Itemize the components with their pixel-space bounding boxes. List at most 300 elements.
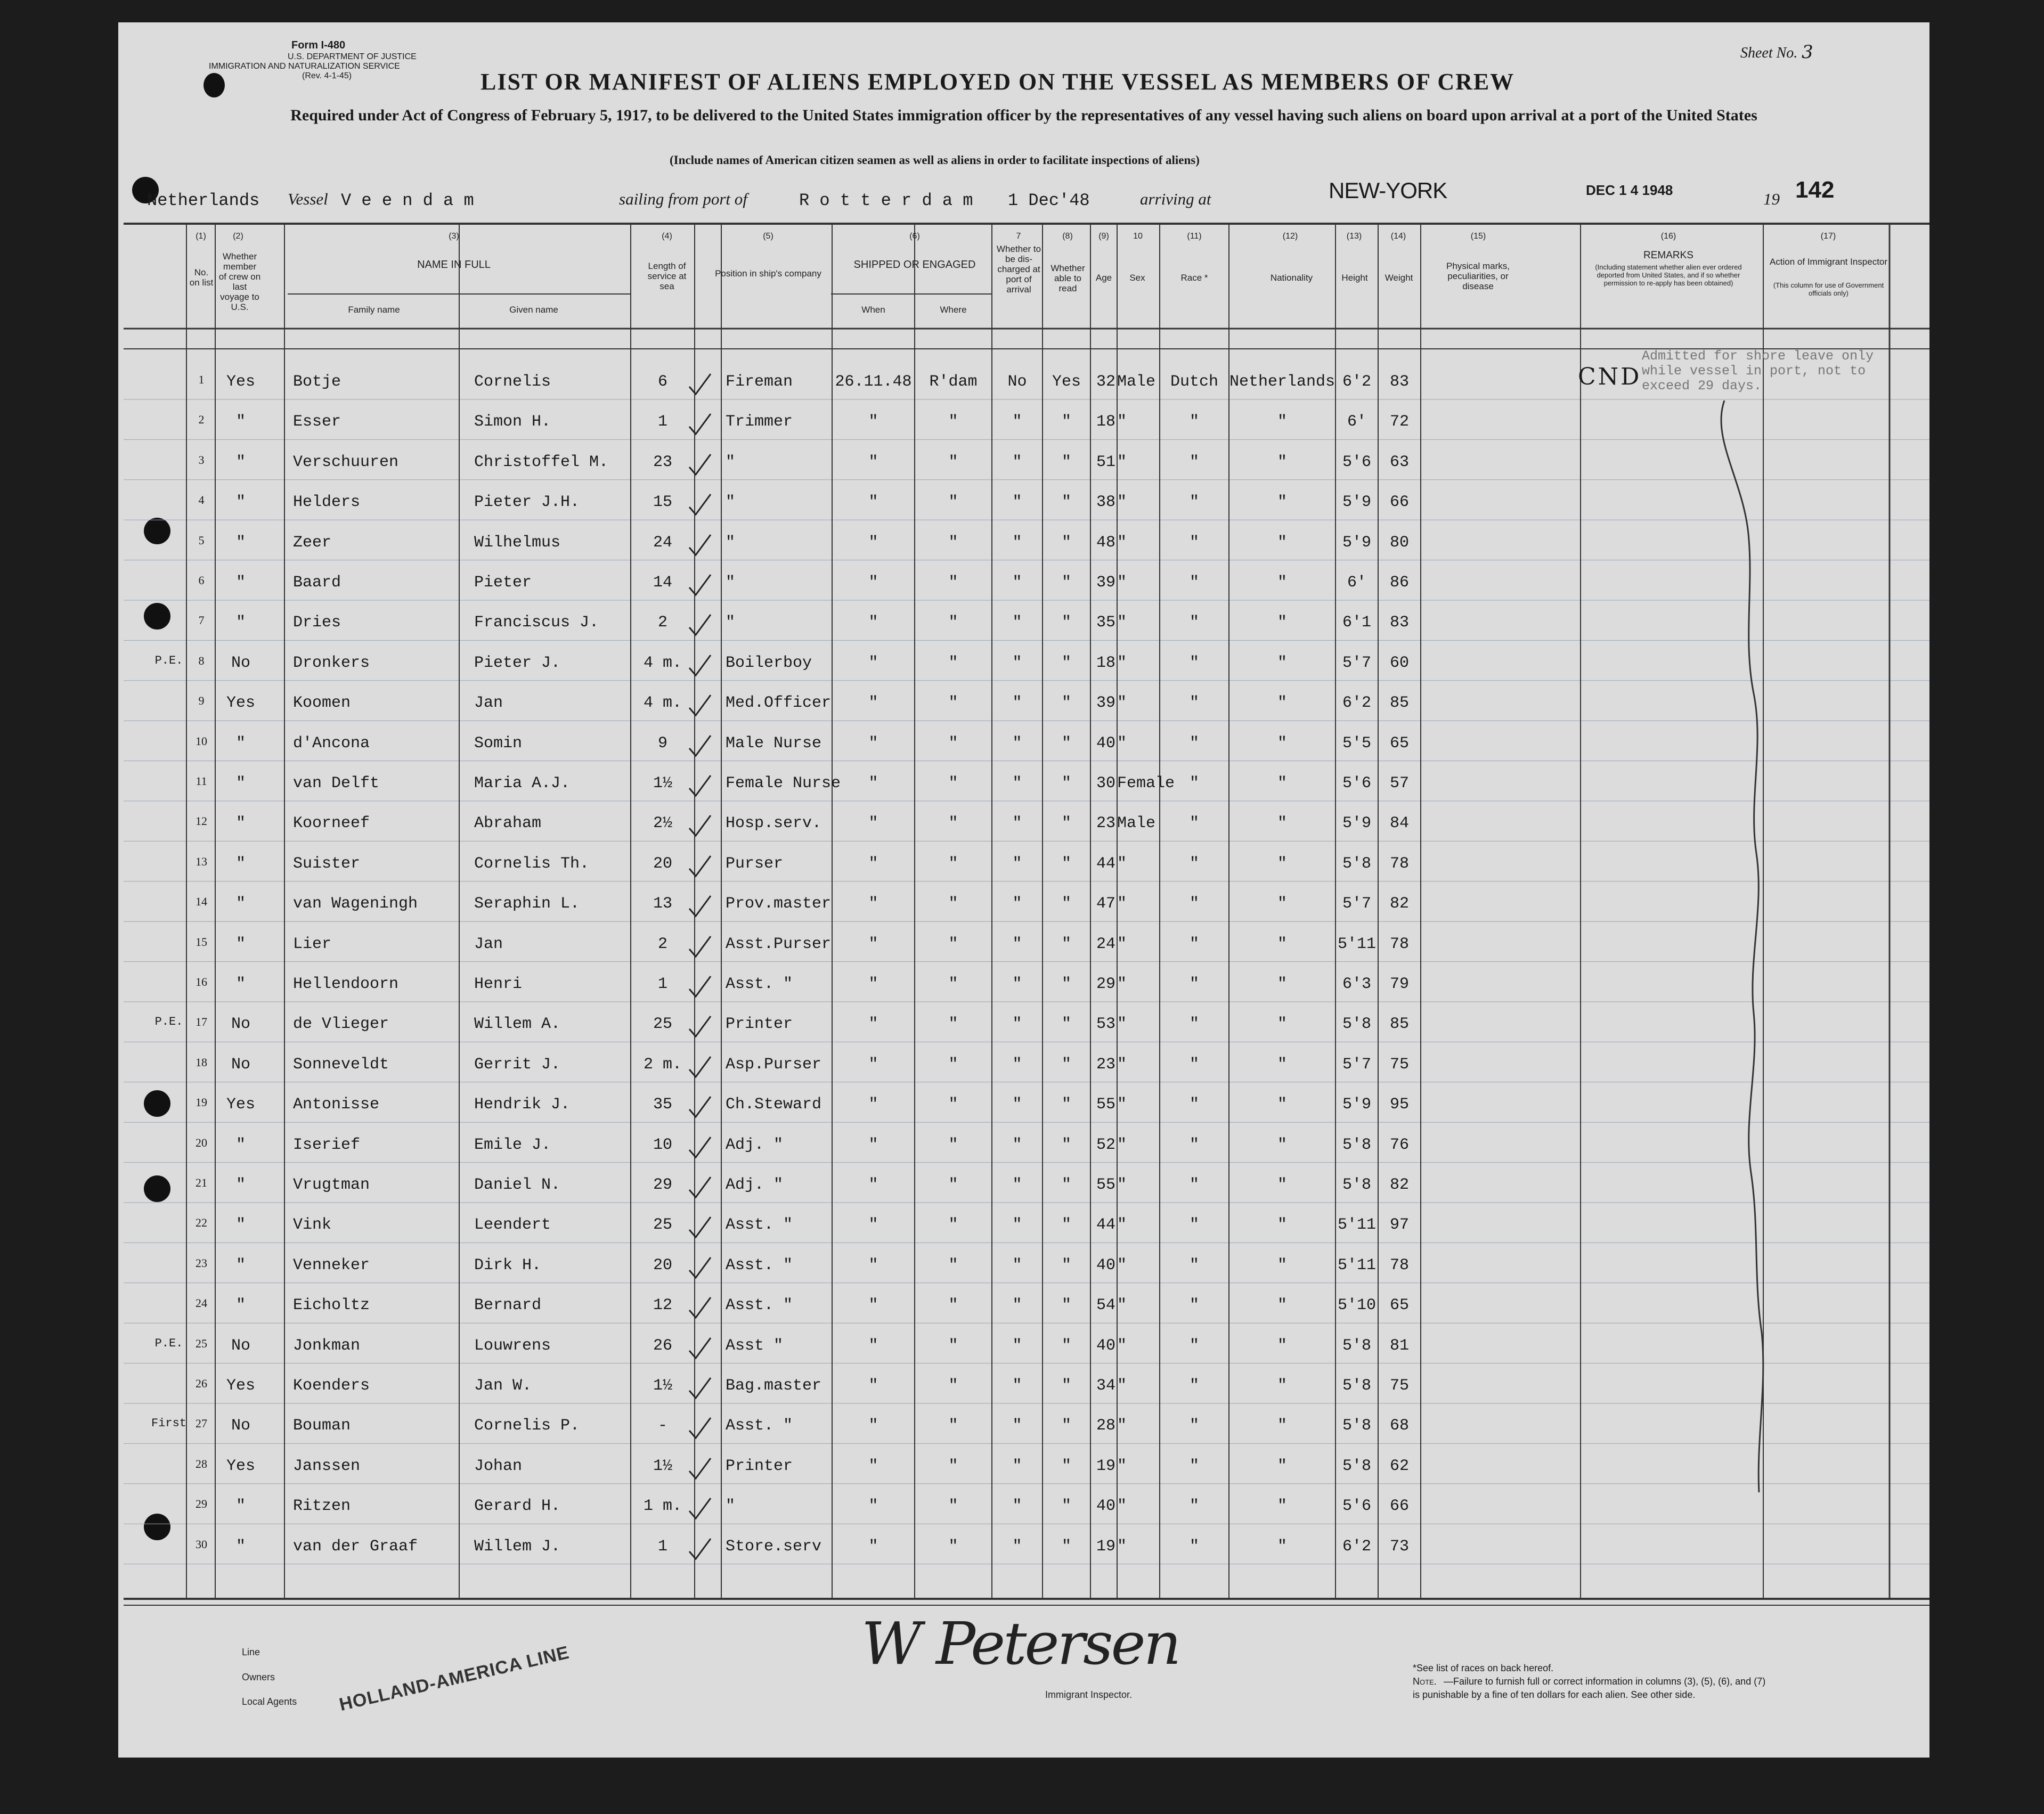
cell-race: Dutch — [1170, 373, 1218, 391]
cell-weight: 60 — [1389, 653, 1409, 672]
cell-sex: " — [1117, 1417, 1127, 1435]
cell-crew: Yes — [226, 694, 255, 713]
cell-service: 4 m. — [643, 653, 682, 672]
remarks-code: CND — [1578, 363, 1642, 390]
cell-service: 1½ — [653, 1377, 672, 1395]
cell-position: " — [726, 533, 736, 552]
cell-sex: " — [1117, 1336, 1127, 1355]
cell-disch: " — [1012, 1417, 1022, 1435]
cell-given: Seraphin L. — [474, 895, 580, 913]
col-given-name-header: Given name — [509, 305, 558, 315]
cell-sex: " — [1117, 895, 1127, 913]
cell-read: " — [1061, 574, 1071, 592]
cell-service: 10 — [653, 1135, 672, 1154]
page-number: 142 — [1795, 177, 1835, 203]
cell-family: Eicholtz — [293, 1296, 370, 1315]
col-6-number: (6) — [909, 232, 920, 241]
cell-position: Asst.Purser — [726, 935, 832, 953]
cell-family: Vrugtman — [293, 1176, 370, 1194]
cell-service: 25 — [653, 1216, 672, 1235]
cell-sex: " — [1117, 413, 1127, 431]
cell-read: " — [1061, 1216, 1071, 1235]
cell-read: " — [1061, 774, 1071, 792]
cell-when: " — [868, 453, 878, 471]
check-mark-icon — [687, 1415, 719, 1441]
cell-nat: " — [1277, 895, 1287, 913]
check-mark-icon — [687, 853, 719, 879]
cell-no: 13 — [196, 854, 207, 868]
cell-service: 1½ — [653, 774, 672, 792]
footer-owners-label: Owners — [242, 1672, 275, 1682]
cell-age: 44 — [1096, 1216, 1115, 1235]
cell-no: 28 — [196, 1457, 207, 1470]
cell-when: " — [868, 1055, 878, 1074]
cell-weight: 78 — [1389, 854, 1409, 873]
cell-height: 5'6 — [1342, 453, 1371, 471]
cell-when: " — [868, 1497, 878, 1516]
cell-disch: " — [1012, 814, 1022, 833]
cell-when: " — [868, 653, 878, 672]
cell-crew: " — [235, 614, 246, 632]
cell-read: " — [1061, 453, 1071, 471]
cell-family: Antonisse — [293, 1096, 380, 1114]
cell-height: 5'9 — [1342, 533, 1371, 552]
cell-read: " — [1061, 653, 1071, 672]
cell-read: Yes — [1052, 373, 1081, 391]
cell-pe: P.E. — [154, 1336, 183, 1350]
cell-nat: " — [1277, 1176, 1287, 1194]
cell-height: 5'11 — [1337, 935, 1376, 953]
cell-no: 2 — [198, 413, 205, 427]
col-read-header: Whether able to read — [1050, 263, 1085, 293]
cell-family: Vink — [293, 1216, 332, 1235]
page-subtitle: Required under Act of Congress of February 5, 1917, to be delivered to the United States immigration officer by the representatives of any vessel having such aliens on board upon arrival at a port of the United States — [290, 107, 1757, 124]
cell-where: " — [948, 453, 958, 471]
cell-disch: " — [1012, 935, 1022, 953]
check-mark-icon — [687, 491, 719, 518]
cell-position: Female Nurse — [726, 774, 841, 792]
cell-when: 26.11.48 — [835, 373, 912, 391]
check-mark-icon — [687, 1254, 719, 1281]
col-14-number: (14) — [1390, 232, 1406, 241]
cell-family: d'Ancona — [293, 734, 370, 753]
cell-height: 5'8 — [1342, 1015, 1371, 1034]
col-17-number: (17) — [1820, 232, 1836, 241]
cell-when: " — [868, 1336, 878, 1355]
cell-sex: " — [1117, 975, 1127, 993]
cell-race: " — [1189, 1457, 1199, 1475]
cell-where: " — [948, 533, 958, 552]
footer-note-label: Note. — [1413, 1676, 1437, 1687]
cell-age: 40 — [1096, 1336, 1115, 1355]
check-mark-icon — [687, 652, 719, 679]
cell-age: 34 — [1096, 1377, 1115, 1395]
cell-weight: 84 — [1389, 814, 1409, 833]
cell-nat: " — [1277, 533, 1287, 552]
cell-weight: 80 — [1389, 533, 1409, 552]
cell-read: " — [1061, 614, 1071, 632]
cell-when: " — [868, 854, 878, 873]
cell-no: 29 — [196, 1497, 207, 1511]
cell-race: " — [1189, 1497, 1199, 1516]
cell-read: " — [1061, 1296, 1071, 1315]
cell-read: " — [1061, 935, 1071, 953]
check-mark-icon — [687, 772, 719, 799]
cell-service: 26 — [653, 1336, 672, 1355]
cell-weight: 73 — [1389, 1537, 1409, 1556]
cell-position: Prov.master — [726, 895, 832, 913]
cell-disch: " — [1012, 895, 1022, 913]
cell-service: 35 — [653, 1096, 672, 1114]
cell-age: 18 — [1096, 413, 1115, 431]
cell-sex: " — [1117, 1096, 1127, 1114]
cell-position: " — [726, 574, 736, 592]
cell-position: " — [726, 453, 736, 471]
cell-weight: 57 — [1389, 774, 1409, 792]
col-position-header: Position in ship's company — [715, 268, 821, 279]
col-13-number: (13) — [1346, 232, 1362, 241]
cell-crew: No — [231, 653, 250, 672]
cell-family: Iserief — [293, 1135, 361, 1154]
cell-when: " — [868, 1377, 878, 1395]
cell-read: " — [1061, 1096, 1071, 1114]
cell-family: Ritzen — [293, 1497, 351, 1516]
cell-position: Asst. " — [726, 1216, 793, 1235]
cell-when: " — [868, 1096, 878, 1114]
cell-weight: 85 — [1389, 694, 1409, 713]
cell-race: " — [1189, 493, 1199, 512]
cell-given: Gerard H. — [474, 1497, 561, 1516]
cell-where: " — [948, 774, 958, 792]
cell-race: " — [1189, 774, 1199, 792]
cell-no: 5 — [198, 533, 205, 547]
cell-given: Cornelis P. — [474, 1417, 580, 1435]
cell-given: Cornelis Th. — [474, 854, 590, 873]
cell-given: Dirk H. — [474, 1256, 542, 1274]
cell-read: " — [1061, 1457, 1071, 1475]
cell-when: " — [868, 895, 878, 913]
cell-race: " — [1189, 734, 1199, 753]
cell-when: " — [868, 935, 878, 953]
cell-family: Suister — [293, 854, 361, 873]
cell-age: 44 — [1096, 854, 1115, 873]
footer-agents-label: Local Agents — [242, 1696, 297, 1707]
cell-disch: " — [1012, 614, 1022, 632]
footer-note-text-2: is punishable by a fine of ten dollars for each alien. See other side. — [1413, 1689, 1696, 1700]
cell-service: 29 — [653, 1176, 672, 1194]
cell-nat: " — [1277, 854, 1287, 873]
cell-nat: " — [1277, 453, 1287, 471]
cell-crew: " — [235, 774, 246, 792]
cell-crew: " — [235, 1497, 246, 1516]
cell-crew: " — [235, 1256, 246, 1274]
cell-age: 18 — [1096, 653, 1115, 672]
cell-given: Simon H. — [474, 413, 551, 431]
cell-weight: 76 — [1389, 1135, 1409, 1154]
cell-nat: " — [1277, 493, 1287, 512]
cell-when: " — [868, 614, 878, 632]
cell-weight: 63 — [1389, 453, 1409, 471]
cell-given: Henri — [474, 975, 523, 993]
page-note: (Include names of American citizen seamen as well as aliens in order to facilitate inspections of aliens) — [670, 153, 1200, 167]
cell-disch: " — [1012, 854, 1022, 873]
cell-given: Emile J. — [474, 1135, 551, 1154]
cell-where: " — [948, 935, 958, 953]
remarks-line-1: Admitted for shore leave only — [1642, 348, 1874, 364]
cell-read: " — [1061, 413, 1071, 431]
cell-where: " — [948, 1096, 958, 1114]
cell-disch: " — [1012, 493, 1022, 512]
cell-sex: " — [1117, 453, 1127, 471]
cell-crew: " — [235, 814, 246, 833]
cell-family: Botje — [293, 373, 341, 391]
cell-family: van der Graaf — [293, 1537, 418, 1556]
cell-height: 5'8 — [1342, 1336, 1371, 1355]
cell-where: " — [948, 1055, 958, 1074]
cell-age: 55 — [1096, 1096, 1115, 1114]
cell-given: Pieter J. — [474, 653, 561, 672]
cell-race: " — [1189, 1135, 1199, 1154]
vessel-name: V e e n d a m — [341, 191, 474, 210]
col-shipped-header: SHIPPED OR ENGAGED — [853, 259, 976, 271]
cell-race: " — [1189, 574, 1199, 592]
cell-race: " — [1189, 1256, 1199, 1274]
cell-where: " — [948, 653, 958, 672]
check-mark-icon — [687, 532, 719, 558]
cell-crew: No — [231, 1055, 250, 1074]
cell-crew: " — [235, 935, 246, 953]
check-mark-icon — [687, 973, 719, 1000]
col-height-header: Height — [1341, 273, 1368, 283]
cell-read: " — [1061, 1015, 1071, 1034]
cell-weight: 68 — [1389, 1417, 1409, 1435]
cell-when: " — [868, 1135, 878, 1154]
check-mark-icon — [687, 451, 719, 478]
cell-weight: 72 — [1389, 413, 1409, 431]
cell-where: " — [948, 975, 958, 993]
check-mark-icon — [687, 611, 719, 638]
cell-where: " — [948, 493, 958, 512]
cell-disch: " — [1012, 1537, 1022, 1556]
footer-note-text-1: —Failure to furnish full or correct information in columns (3), (5), (6), and (7) — [1444, 1676, 1766, 1687]
cell-position: Boilerboy — [726, 653, 812, 672]
cell-read: " — [1061, 1377, 1071, 1395]
cell-height: 6'1 — [1342, 614, 1371, 632]
cell-read: " — [1061, 493, 1071, 512]
cell-read: " — [1061, 895, 1071, 913]
cell-where: " — [948, 1256, 958, 1274]
cell-disch: " — [1012, 1497, 1022, 1516]
cell-position: Asp.Purser — [726, 1055, 822, 1074]
cell-height: 5'6 — [1342, 774, 1371, 792]
cell-where: " — [948, 694, 958, 713]
check-mark-icon — [687, 371, 719, 397]
cell-no: 20 — [196, 1135, 207, 1149]
cell-disch: " — [1012, 1096, 1022, 1114]
cell-when: " — [868, 413, 878, 431]
col-action-header: Action of Immigrant Inspector — [1769, 257, 1888, 267]
cell-disch: " — [1012, 1377, 1022, 1395]
cell-family: Helders — [293, 493, 361, 512]
col-8-number: (8) — [1062, 232, 1073, 241]
cell-read: " — [1061, 854, 1071, 873]
col-family-name-header: Family name — [348, 305, 400, 315]
cell-disch: " — [1012, 533, 1022, 552]
cell-weight: 66 — [1389, 493, 1409, 512]
cell-read: " — [1061, 975, 1071, 993]
check-mark-icon — [687, 893, 719, 919]
check-mark-icon — [687, 411, 719, 437]
cell-read: " — [1061, 1055, 1071, 1074]
cell-age: 30 — [1096, 774, 1115, 792]
col-4-number: (4) — [662, 232, 672, 241]
cell-height: 6'2 — [1342, 1537, 1371, 1556]
cell-where: " — [948, 1176, 958, 1194]
cell-height: 5'9 — [1342, 814, 1371, 833]
cell-family: Lier — [293, 935, 332, 953]
cell-read: " — [1061, 1497, 1071, 1516]
cell-pe: P.E. — [154, 1015, 183, 1029]
cell-nat: " — [1277, 975, 1287, 993]
cell-service: 12 — [653, 1296, 672, 1315]
cell-no: 16 — [196, 975, 207, 988]
cell-family: Venneker — [293, 1256, 370, 1274]
check-mark-icon — [687, 1053, 719, 1080]
cell-when: " — [868, 1537, 878, 1556]
cell-family: Zeer — [293, 533, 332, 552]
col-age-header: Age — [1095, 273, 1112, 283]
cell-age: 55 — [1096, 1176, 1115, 1194]
cell-race: " — [1189, 614, 1199, 632]
cell-sex: " — [1117, 1296, 1127, 1315]
cell-position: Adj. " — [726, 1176, 784, 1194]
cell-nat: " — [1277, 935, 1287, 953]
cell-crew: Yes — [226, 1377, 255, 1395]
cell-disch: " — [1012, 1256, 1022, 1274]
cell-given: Willem J. — [474, 1537, 561, 1556]
cell-read: " — [1061, 1176, 1071, 1194]
cell-weight: 97 — [1389, 1216, 1409, 1235]
cell-age: 19 — [1096, 1537, 1115, 1556]
cell-crew: " — [235, 533, 246, 552]
cell-race: " — [1189, 1296, 1199, 1315]
cell-family: van Wageningh — [293, 895, 418, 913]
cell-weight: 86 — [1389, 574, 1409, 592]
cell-when: " — [868, 533, 878, 552]
cell-no: 25 — [196, 1336, 207, 1350]
cell-position: Asst. " — [726, 1256, 793, 1274]
cell-position: Med.Officer — [726, 694, 832, 713]
cell-age: 51 — [1096, 453, 1115, 471]
cell-service: 13 — [653, 895, 672, 913]
cell-nat: " — [1277, 1015, 1287, 1034]
cell-family: Jonkman — [293, 1336, 361, 1355]
cell-crew: " — [235, 854, 246, 873]
cell-weight: 75 — [1389, 1055, 1409, 1074]
cell-family: Dries — [293, 614, 341, 632]
cell-where: " — [948, 1417, 958, 1435]
cell-sex: Male — [1117, 373, 1156, 391]
check-mark-icon — [687, 1013, 719, 1040]
cell-nat: " — [1277, 1497, 1287, 1516]
cell-service: 2 — [657, 614, 667, 632]
cell-disch: " — [1012, 1457, 1022, 1475]
cell-sex: Female — [1117, 774, 1175, 792]
cell-sex: " — [1117, 734, 1127, 753]
cell-weight: 83 — [1389, 614, 1409, 632]
cell-service: 20 — [653, 1256, 672, 1274]
cell-sex: " — [1117, 1216, 1127, 1235]
col-action-note: (This column for use of Government officials only) — [1773, 281, 1884, 297]
cell-height: 5'8 — [1342, 854, 1371, 873]
cell-crew: " — [235, 975, 246, 993]
cell-disch: " — [1012, 453, 1022, 471]
col-remarks-header: REMARKS — [1643, 250, 1693, 261]
cell-sex: " — [1117, 1457, 1127, 1475]
cell-no: 23 — [196, 1256, 207, 1270]
cell-when: " — [868, 1296, 878, 1315]
check-mark-icon — [687, 1375, 719, 1401]
cell-family: Verschuuren — [293, 453, 399, 471]
cell-no: 1 — [198, 373, 205, 386]
check-mark-icon — [687, 812, 719, 839]
col-12-number: (12) — [1282, 232, 1298, 241]
punch-hole — [144, 1175, 170, 1202]
cell-nat: " — [1277, 614, 1287, 632]
cell-family: de Vlieger — [293, 1015, 389, 1034]
cell-disch: " — [1012, 694, 1022, 713]
cell-position: Printer — [726, 1457, 793, 1475]
cell-family: Koorneef — [293, 814, 370, 833]
cell-disch: " — [1012, 734, 1022, 753]
col-where-header: Where — [940, 305, 967, 315]
cell-no: 26 — [196, 1377, 207, 1390]
cell-height: 5'8 — [1342, 1457, 1371, 1475]
flag-prefix: Netherlands — [147, 191, 260, 210]
cell-race: " — [1189, 1336, 1199, 1355]
cell-height: 5'5 — [1342, 734, 1371, 753]
cell-sex: " — [1117, 1256, 1127, 1274]
cell-age: 53 — [1096, 1015, 1115, 1034]
cell-race: " — [1189, 1377, 1199, 1395]
cell-no: 11 — [196, 774, 207, 788]
cell-where: " — [948, 574, 958, 592]
cell-crew: Yes — [226, 1096, 255, 1114]
cell-no: 17 — [196, 1015, 207, 1029]
cell-where: " — [948, 1336, 958, 1355]
cell-service: 1 — [657, 1537, 667, 1556]
cell-crew: " — [235, 493, 246, 512]
cell-height: 5'9 — [1342, 493, 1371, 512]
cell-weight: 81 — [1389, 1336, 1409, 1355]
cell-nat: " — [1277, 694, 1287, 713]
cell-read: " — [1061, 1256, 1071, 1274]
cell-family: Hellendoorn — [293, 975, 399, 993]
cell-service: 4 m. — [643, 694, 682, 713]
cell-race: " — [1189, 1417, 1199, 1435]
cell-when: " — [868, 774, 878, 792]
col-physical-header: Physical marks, peculiarities, or disease — [1446, 261, 1510, 291]
cell-disch: " — [1012, 975, 1022, 993]
cell-crew: " — [235, 1176, 246, 1194]
cell-where: " — [948, 1497, 958, 1516]
cell-when: " — [868, 574, 878, 592]
check-mark-icon — [687, 1134, 719, 1161]
cell-sex: " — [1117, 533, 1127, 552]
cell-nat: " — [1277, 1296, 1287, 1315]
col-1-number: (1) — [196, 232, 206, 241]
cell-race: " — [1189, 975, 1199, 993]
